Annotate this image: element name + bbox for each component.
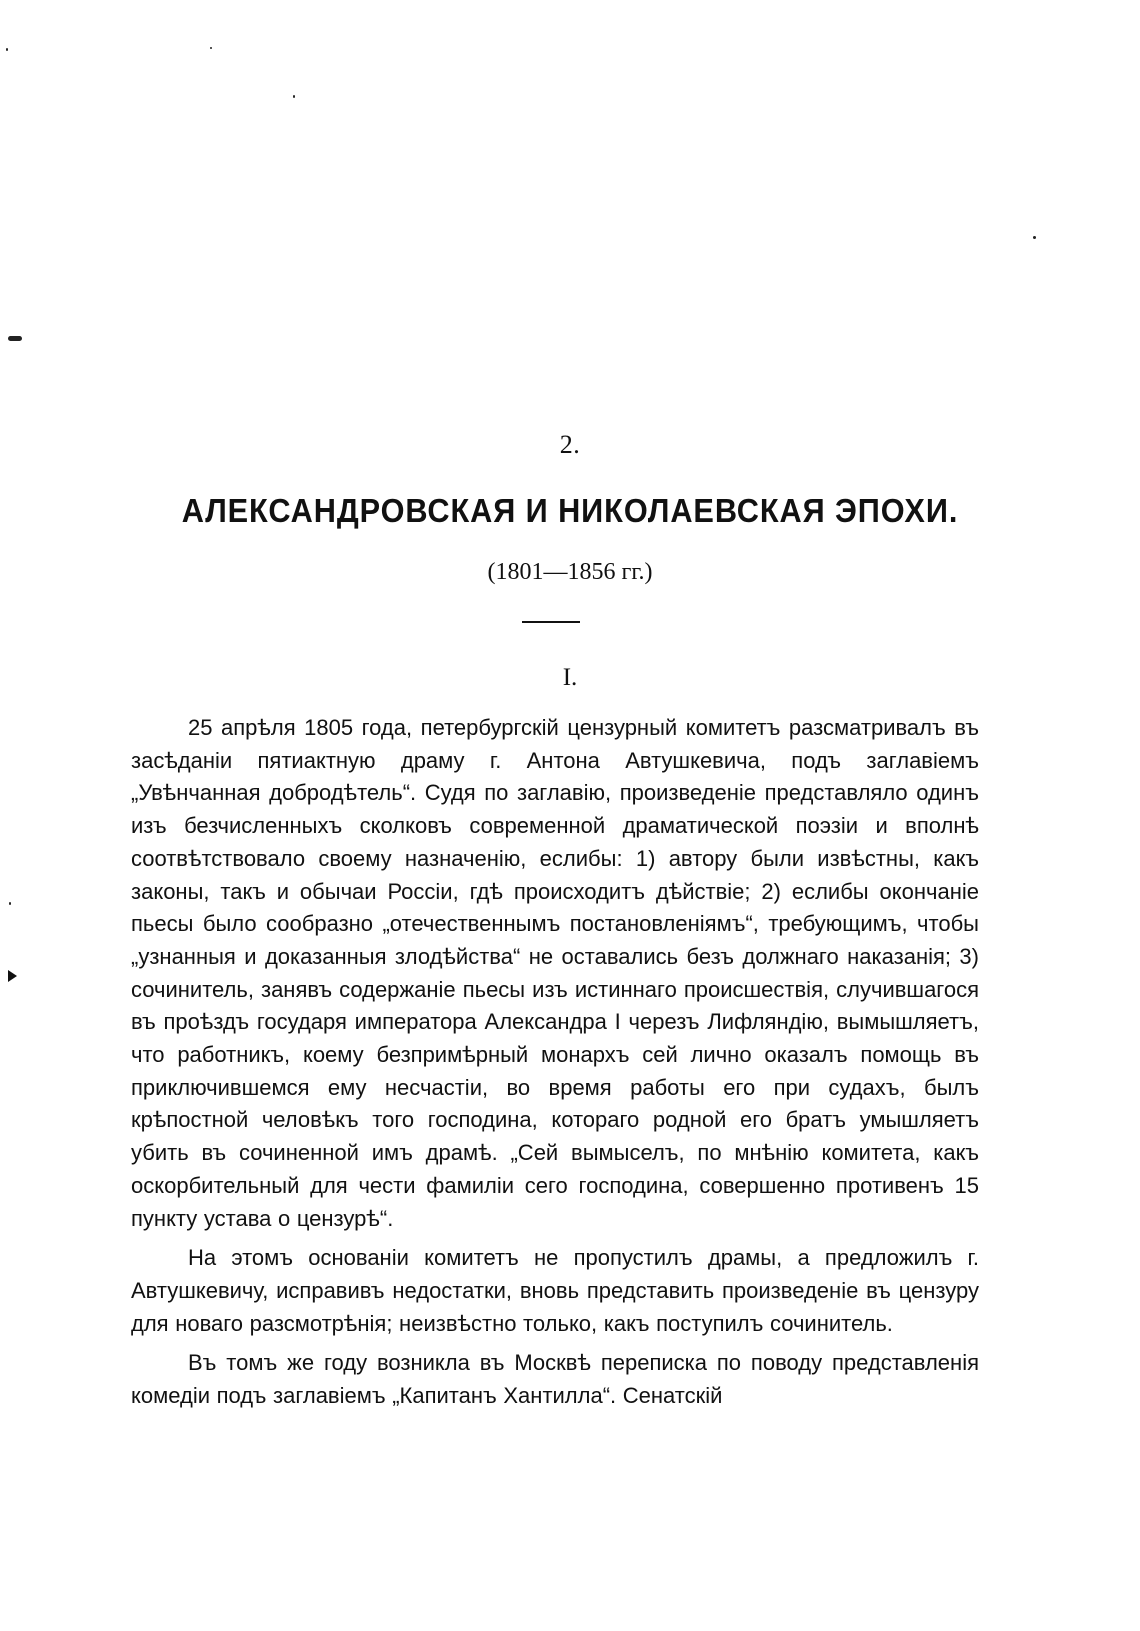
- scan-speck: [9, 902, 11, 905]
- scan-speck: [293, 95, 295, 98]
- scan-speck: [1033, 236, 1036, 239]
- body-text: [131, 712, 979, 1420]
- paragraph-2: На этомъ основаніи комитетъ не пропустилъ драмы, а предложилъ г. Автушкевичу, исправивъ недостатки, вновь представить произведеніе въ цензуру для новаго разсмотрѣнія; неизвѣстно только, какъ поступилъ сочинитель.: [131, 1245, 979, 1336]
- paragraph-1: 25 апрѣля 1805 года, петербургскій цензурный комитетъ разсматривалъ въ засѣданіи пятиактную драму г. Антона Автушкевича, подъ заглавіемъ „Увѣнчанная добродѣтель“. Судя по заглавію, произведеніе представляло одинъ изъ безчисленныхъ сколковъ современной драматической поэзіи и вполнѣ соотвѣтствовало своему назначенію, еслибы: 1) автору были извѣстны, какъ законы, такъ и обычаи Россіи, гдѣ происходитъ дѣйствіе; 2) еслибы окончаніе пьесы было сообразно „отечественнымъ постановленіямъ“, требующимъ, чтобы „узнанныя и доказанныя злодѣйства“ не оставались безъ должнаго наказанія; 3) сочинитель, занявъ содержаніе пьесы изъ истиннаго происшествія, случившагося въ проѣздъ государя императора Александра I черезъ Лифляндію, вымышляетъ, что работникъ, коему безпримѣрный монархъ сей лично оказалъ помощь въ приключившемся ему несчастіи, во время работы его при судахъ, былъ крѣпостной человѣкъ того господина, котораго родной его братъ умышляетъ убить въ сочиненной имъ драмѣ. „Сей вымыселъ, по мнѣнію комитета, какъ оскорбительный для чести фамиліи сего господина, совершенно противенъ 15 пункту устава о цензурѣ“.: [131, 715, 979, 1231]
- scan-speck: [6, 48, 8, 51]
- scan-speck: [210, 47, 212, 49]
- chapter-dates: (1801—1856 гг.): [487, 559, 653, 585]
- margin-arrow-mark: [8, 970, 17, 982]
- section-number: I.: [562, 664, 578, 691]
- title-divider: [522, 621, 580, 623]
- scan-speck: [8, 336, 22, 341]
- chapter-title: АЛЕКСАНДРОВСКАЯ И НИКОЛАЕВСКАЯ ЭПОХИ.: [181, 492, 959, 529]
- paragraph-3: Въ томъ же году возникла въ Москвѣ переписка по поводу представленія комедіи подъ заглавіемъ „Капитанъ Хантилла“. Сенатскій: [131, 1350, 979, 1409]
- chapter-number: 2.: [559, 430, 581, 459]
